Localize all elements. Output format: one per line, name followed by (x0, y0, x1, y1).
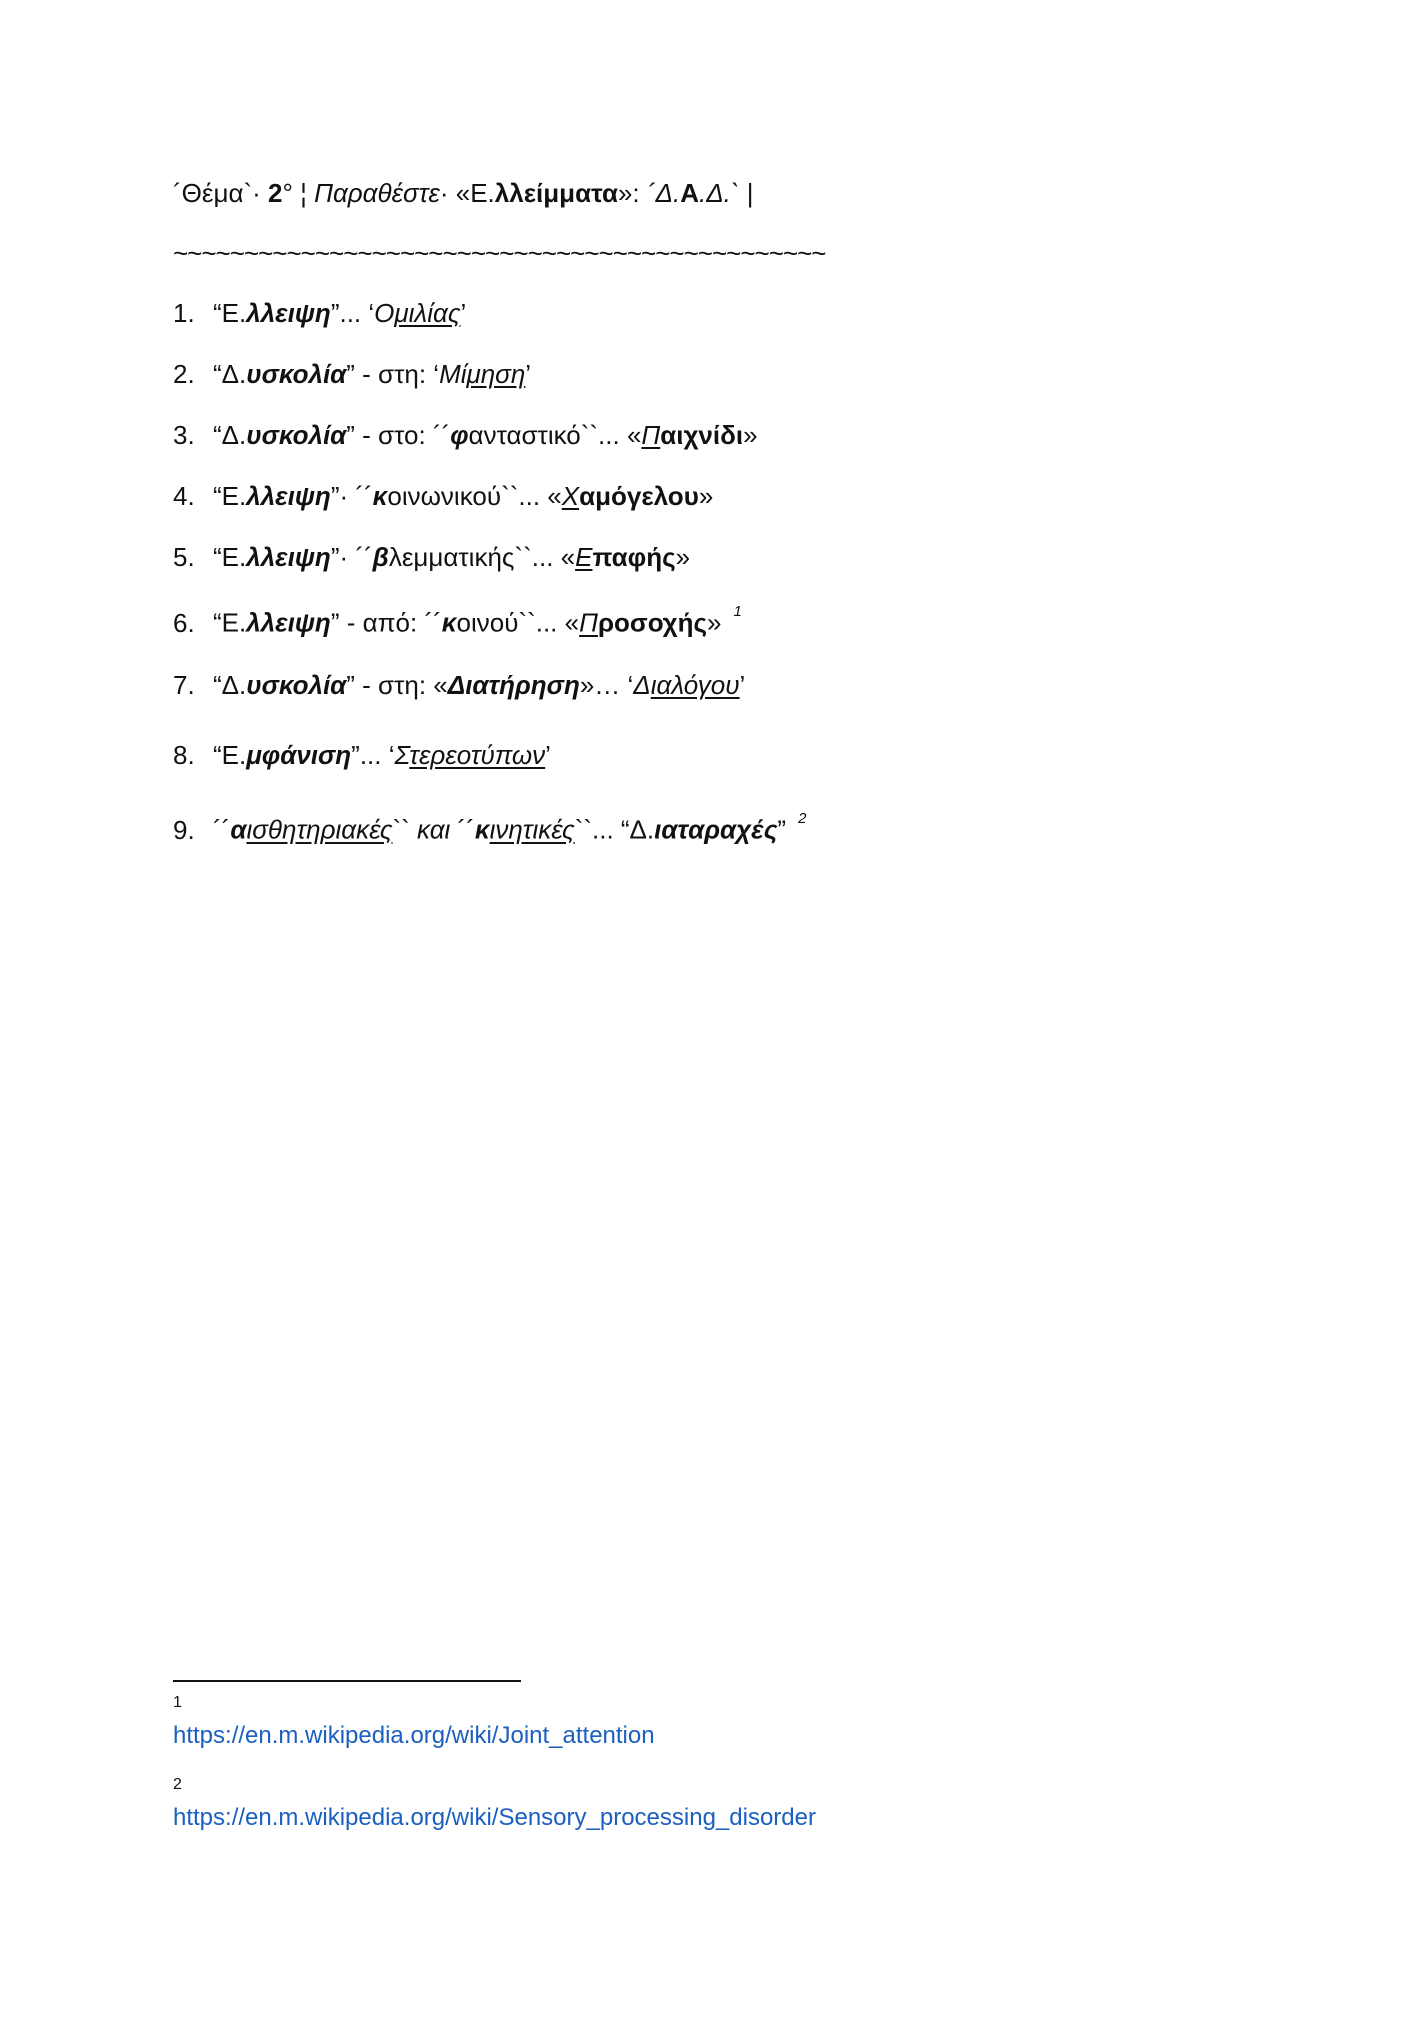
footnote-mark-2: 2 (173, 1776, 182, 1793)
item-text: ”... ‘ (330, 298, 375, 328)
item-text: ”... ‘ (351, 740, 395, 770)
item-keyword: αμόγελου (579, 481, 699, 511)
item-number: 5. (173, 542, 195, 572)
item-text: ”· ´´ (330, 542, 373, 572)
item-text: ’ (739, 670, 746, 700)
item-text: “Ε. (213, 607, 247, 638)
item-text: Σ (394, 740, 410, 770)
item-underlined: ινητικές (489, 814, 575, 845)
item-text: Μί (439, 359, 467, 389)
footnote-divider (173, 1680, 521, 1682)
item-keyword: λλειψη (246, 298, 331, 328)
item-text: » (675, 542, 691, 572)
item-text: λεμματικής``... « (388, 542, 576, 572)
item-keyword: λλειψη (246, 607, 331, 638)
item-text: Ο (374, 298, 395, 328)
item-text: “Ε. (213, 298, 247, 328)
list-item (173, 540, 690, 574)
topic-number: 2 (268, 178, 283, 208)
item-text: “Δ. (213, 670, 247, 700)
item-initial: κ (372, 481, 388, 511)
item-keyword: ροσοχής (597, 607, 708, 638)
list-item (173, 357, 531, 391)
item-number: 2. (173, 359, 195, 389)
item-underlined: Π (641, 420, 661, 450)
item-underlined: Π (579, 607, 598, 638)
item-keyword: υσκολία (246, 420, 347, 450)
item-keyword: μφάνιση (246, 740, 352, 770)
item-text: ανταστικό``... « (468, 420, 642, 450)
list-item (173, 296, 466, 330)
item-underlined: Χ (561, 481, 580, 511)
footnote-ref-2[interactable]: 2 (798, 810, 807, 827)
item-text: ’ (525, 359, 532, 389)
item-initial: κ (441, 607, 457, 638)
list-item (173, 601, 742, 640)
item-text: οινού``... « (456, 607, 580, 638)
footnote-mark-1: 1 (173, 1694, 182, 1711)
footnote-link-2[interactable]: https://en.m.wikipedia.org/wiki/Sensory_processing_disorder (173, 1804, 816, 1831)
item-underlined: μηση (466, 359, 526, 389)
item-initial: α (230, 814, 247, 845)
item-text: “Δ. (213, 359, 247, 389)
item-keyword: αιχνίδι (660, 420, 744, 450)
item-text: `` (392, 814, 418, 845)
item-initial: φ (450, 420, 469, 450)
item-keyword: ιαταραχές (654, 814, 778, 845)
document-title (173, 176, 754, 210)
item-text: ``... “Δ. (574, 814, 655, 845)
item-keyword: παφής (592, 542, 676, 572)
item-keyword: Διατήρηση (447, 670, 580, 700)
item-text: »… ‘ (579, 670, 634, 700)
list-item (173, 479, 713, 513)
item-text: » (698, 481, 714, 511)
item-text: » (743, 420, 758, 450)
item-number: 6. (173, 607, 195, 638)
item-text: “Ε. (213, 542, 247, 572)
item-underlined: Ε (575, 542, 593, 572)
item-text: ’ (460, 298, 467, 328)
list-item (173, 668, 745, 702)
item-number: 4. (173, 481, 195, 511)
title-keyword: λλείμματα (494, 178, 618, 208)
item-number: 7. (173, 670, 195, 700)
item-text: ” - από: ´´ (330, 607, 442, 638)
item-number: 1. (173, 298, 195, 328)
title-abbr-bold: Α (680, 178, 699, 208)
item-text: “Δ. (213, 420, 247, 450)
footnote-ref-1[interactable]: 1 (733, 603, 742, 620)
title-command: Παραθέστε (314, 178, 440, 208)
item-text: ” - στη: ‘ (346, 359, 440, 389)
item-keyword: λλειψη (246, 542, 331, 572)
item-number: 8. (173, 740, 195, 770)
item-underlined: ισθητηριακές (246, 814, 393, 845)
title-colon: »: (617, 178, 647, 208)
title-abbr-part: ´Δ. (646, 178, 681, 208)
item-text: ” - στη: « (346, 670, 448, 700)
item-text: ´´ (450, 814, 475, 845)
item-connector: και (417, 814, 451, 845)
item-initial: β (372, 542, 389, 572)
title-abbr-end: .Δ.` (698, 178, 740, 208)
item-initial: κ (474, 814, 490, 845)
item-keyword: υσκολία (246, 670, 347, 700)
item-text: ” (777, 814, 787, 845)
item-text: ’ (545, 740, 551, 770)
title-bar: | (739, 178, 754, 208)
item-number: 3. (173, 420, 195, 450)
item-text: “Ε. (213, 740, 247, 770)
title-prefix: ´Θέμα`· (173, 178, 269, 208)
item-text: ” - στο: ´´ (346, 420, 451, 450)
item-underlined: ιαλόγου (650, 670, 740, 700)
item-text: οινωνικού``... « (387, 481, 562, 511)
item-keyword: υσκολία (246, 359, 347, 389)
list-item (173, 808, 806, 847)
title-quote-open: · «Ε. (439, 178, 495, 208)
footnote-link-1[interactable]: https://en.m.wikipedia.org/wiki/Joint_attention (173, 1722, 655, 1749)
item-text: ´´ (213, 814, 231, 845)
title-separator: ° ¦ (282, 178, 315, 208)
item-keyword: λλειψη (246, 481, 331, 511)
tilde-rule: ~~~~~~~~~~~~~~~~~~~~~~~~~~~~~~~~~~~~~~~~~~~~~~ (173, 238, 826, 268)
item-underlined: τερεοτύπων (409, 740, 546, 770)
item-number: 9. (173, 814, 195, 845)
list-item (173, 738, 551, 772)
list-item (173, 418, 758, 452)
item-text: Δ (633, 670, 651, 700)
item-text: » (707, 607, 722, 638)
item-underlined: μιλίας (394, 298, 461, 328)
item-text: ”· ´´ (330, 481, 373, 511)
item-text: “Ε. (213, 481, 247, 511)
